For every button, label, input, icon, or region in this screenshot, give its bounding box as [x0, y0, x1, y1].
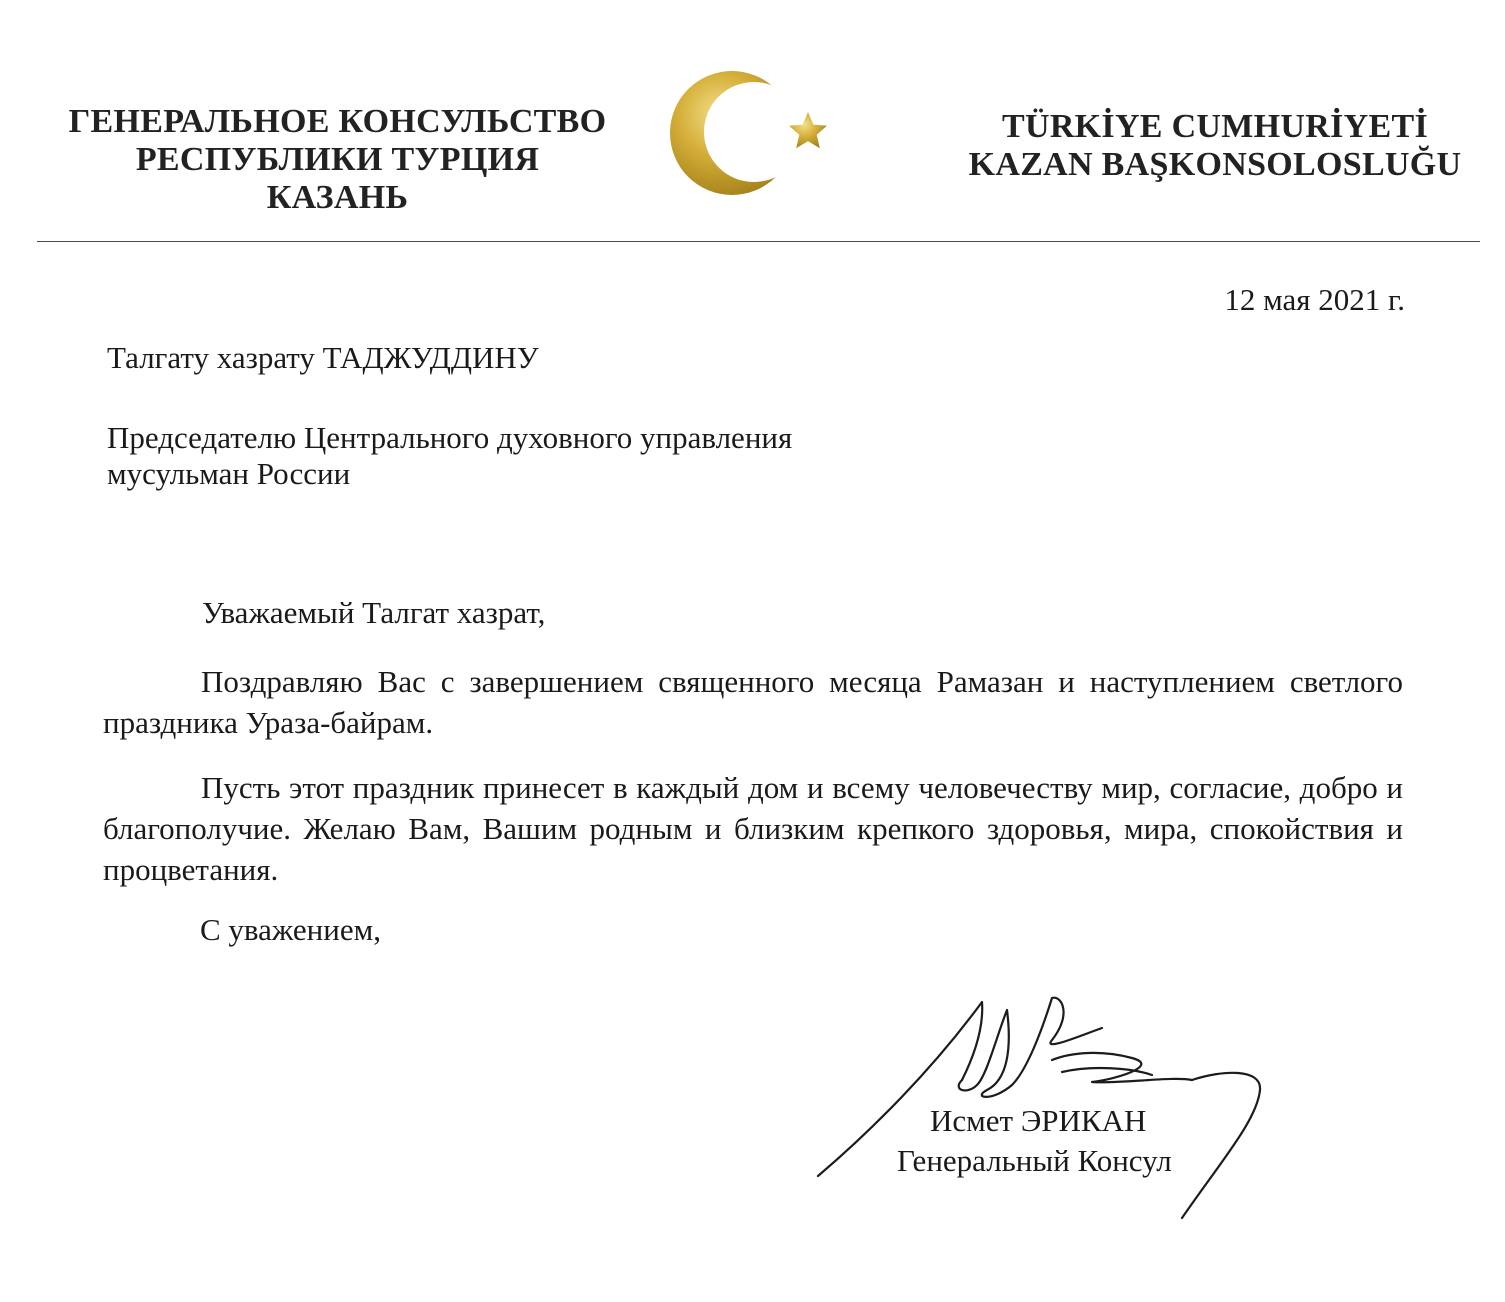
body-paragraph: Пусть этот праздник принесет в каждый дом и всему человечеству мир, согласие, добро и благополучие. Желаю Вам, Вашим родным и близким крепкого здоровья, мира, спокойствия и процветания.: [103, 770, 1403, 887]
letterhead-tr-line: TÜRKİYE CUMHURİYETİ: [1001, 108, 1429, 145]
letterhead-ru-line: РЕСПУБЛИКИ ТУРЦИЯ: [135, 141, 540, 178]
body-paragraph: Поздравляю Вас с завершением священного месяца Рамазан и наступлением светлого праздника Ураза-байрам.: [103, 664, 1403, 740]
signer-title: Генеральный Консул: [897, 1143, 1172, 1178]
closing: С уважением,: [200, 912, 381, 947]
letterhead-ru-line: ГЕНЕРАЛЬНОЕ КОНСУЛЬСТВО: [68, 103, 607, 140]
letterhead-turkish: [965, 108, 1465, 184]
letterhead-ru-line: КАЗАНЬ: [266, 179, 409, 216]
signer-name: Исмет ЭРИКАН: [930, 1103, 1147, 1138]
letter-date: 12 мая 2021 г.: [1224, 282, 1405, 317]
crescent-star-icon: [668, 68, 840, 198]
recipient-name: Талгату хазрату ТАДЖУДДИНУ: [107, 340, 539, 375]
header-divider: [37, 241, 1480, 242]
letterhead-tr-line: KAZAN BAŞKONSOLOSLUĞU: [968, 146, 1462, 183]
salutation: Уважаемый Талгат хазрат,: [202, 595, 546, 630]
recipient-title: Председателю Центрального духовного управления мусульман России: [107, 420, 793, 491]
letterhead-russian: [60, 103, 615, 217]
